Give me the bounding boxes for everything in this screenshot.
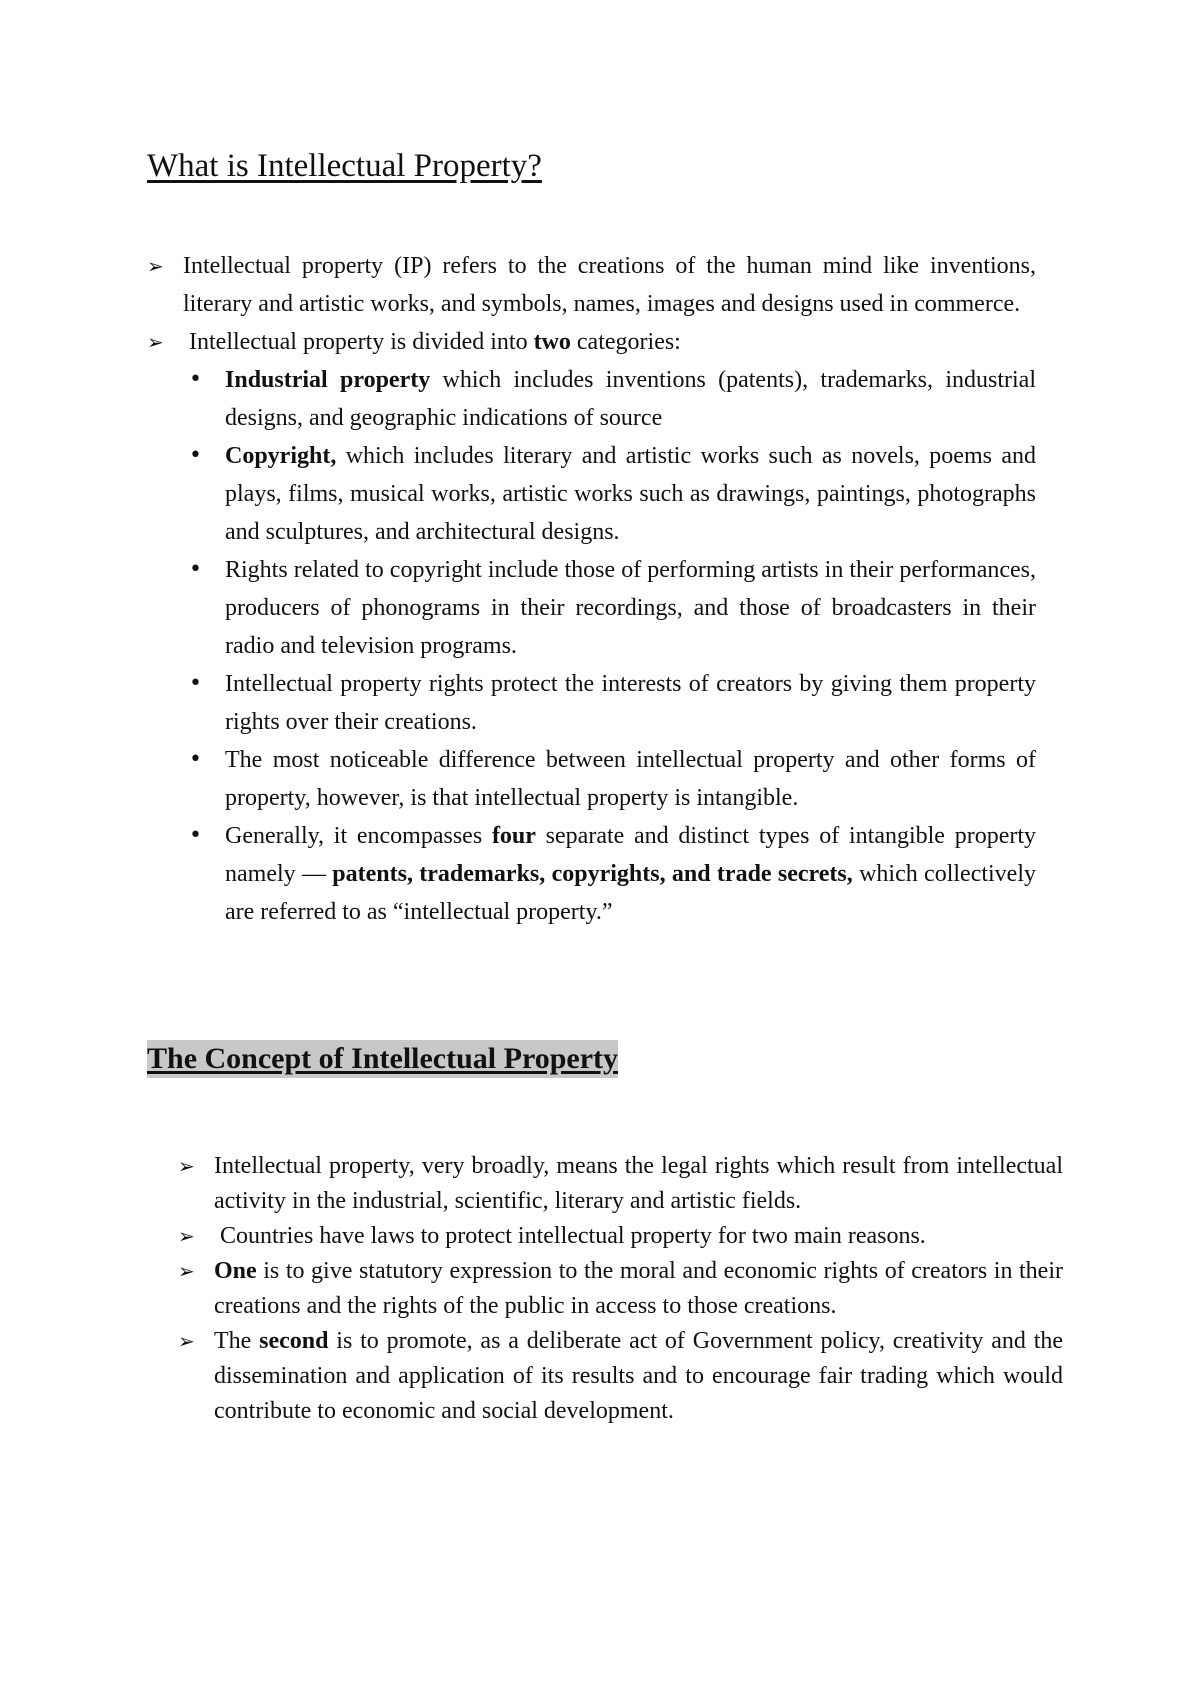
reason-two-text-before: The [214, 1328, 260, 1354]
section-heading-concept: The Concept of Intellectual Property [147, 1040, 618, 1078]
ip-arrow-list [147, 247, 1042, 361]
four-types-text-2: separate and distinct types of intangible property namely — [225, 823, 1043, 887]
ip-definition-text: Intellectual property (IP) refers to the creations of the human mind like inventions, literary and artistic works, and symbols, names, images and designs used in commerce. [183, 253, 1042, 317]
copyright-text: which includes literary and artistic works such as novels, poems and plays, films, musical works, artistic works such as drawings, paintings, photographs and sculptures, and architectural designs. [225, 443, 1042, 545]
list-item-related-rights [189, 551, 1042, 665]
arrow-bullet-icon: ➢ [178, 1154, 195, 1178]
section-what-is-ip [147, 247, 1043, 931]
copyright-term: Copyright, [225, 443, 337, 469]
list-item-copyright [189, 437, 1042, 551]
list-item-reason-two [178, 1324, 1070, 1429]
bullet-dot-icon: • [189, 557, 202, 582]
page-title: What is Intellectual Property? [147, 148, 542, 184]
list-item-industrial-property [189, 361, 1042, 437]
arrow-bullet-icon: ➢ [147, 330, 164, 354]
bullet-dot-icon: • [189, 823, 202, 848]
list-item-four-types [189, 817, 1043, 931]
list-item-reason-one [178, 1254, 1069, 1324]
intangible-difference-text: The most noticeable difference between intellectual property and other forms of property, however, is that intellectual property is intangible. [225, 747, 1042, 811]
industrial-property-term: Industrial property [225, 367, 431, 393]
arrow-bullet-icon: ➢ [178, 1259, 195, 1283]
categories-text-after: categories: [570, 329, 681, 355]
reason-one-text: is to give statutory expression to the moral and economic rights of creators in their creations and the rights of the public in access to those creations. [214, 1258, 1069, 1319]
ip-category-bullets [189, 361, 1043, 931]
list-item-ipr-protect [189, 665, 1042, 741]
four-types-text-3: which collectively are referred to as “intellectual property.” [225, 861, 1042, 925]
legal-rights-text: Intellectual property, very broadly, means the legal rights which result from intellectual activity in the industrial, scientific, literary and artistic fields. [214, 1153, 1069, 1214]
four-types-bold-2: patents, trademarks, copyrights, and trade secrets, [332, 861, 853, 887]
related-rights-text: Rights related to copyright include those of performing artists in their performances, producers of phonograms in their recordings, and those of broadcasters in their radio and television programs. [225, 557, 1042, 659]
section-concept-of-ip [178, 1149, 1070, 1429]
list-item-two-reasons [178, 1219, 1063, 1254]
concept-arrow-list [178, 1149, 1070, 1429]
bullet-dot-icon: • [189, 443, 202, 468]
bullet-dot-icon: • [189, 367, 202, 392]
industrial-property-text: which includes inventions (patents), trademarks, industrial designs, and geographic indications of source [225, 367, 1042, 431]
bullet-dot-icon: • [189, 671, 202, 696]
reason-two-term: second [259, 1328, 329, 1354]
arrow-bullet-icon: ➢ [178, 1329, 195, 1353]
list-item-intangible-difference [189, 741, 1042, 817]
four-types-text-1: Generally, it encompasses [225, 823, 492, 849]
arrow-bullet-icon: ➢ [147, 254, 164, 278]
bullet-dot-icon: • [189, 747, 202, 772]
ipr-protect-text: Intellectual property rights protect the interests of creators by giving them property rights over their creations. [225, 671, 1042, 735]
list-item-ip-definition [147, 247, 1042, 323]
categories-text-bold: two [533, 329, 571, 355]
list-item-ip-categories [147, 323, 1036, 361]
list-item-legal-rights [178, 1149, 1069, 1219]
four-types-bold-1: four [491, 823, 536, 849]
reason-one-term: One [214, 1258, 257, 1284]
arrow-bullet-icon: ➢ [178, 1224, 195, 1248]
two-reasons-text: Countries have laws to protect intellectual property for two main reasons. [214, 1223, 926, 1249]
categories-text-before: Intellectual property is divided into [183, 329, 534, 355]
reason-two-text-after: is to promote, as a deliberate act of Government policy, creativity and the dissemination and application of its results and to encourage fair trading which would contribute to economic and social development. [214, 1328, 1070, 1424]
